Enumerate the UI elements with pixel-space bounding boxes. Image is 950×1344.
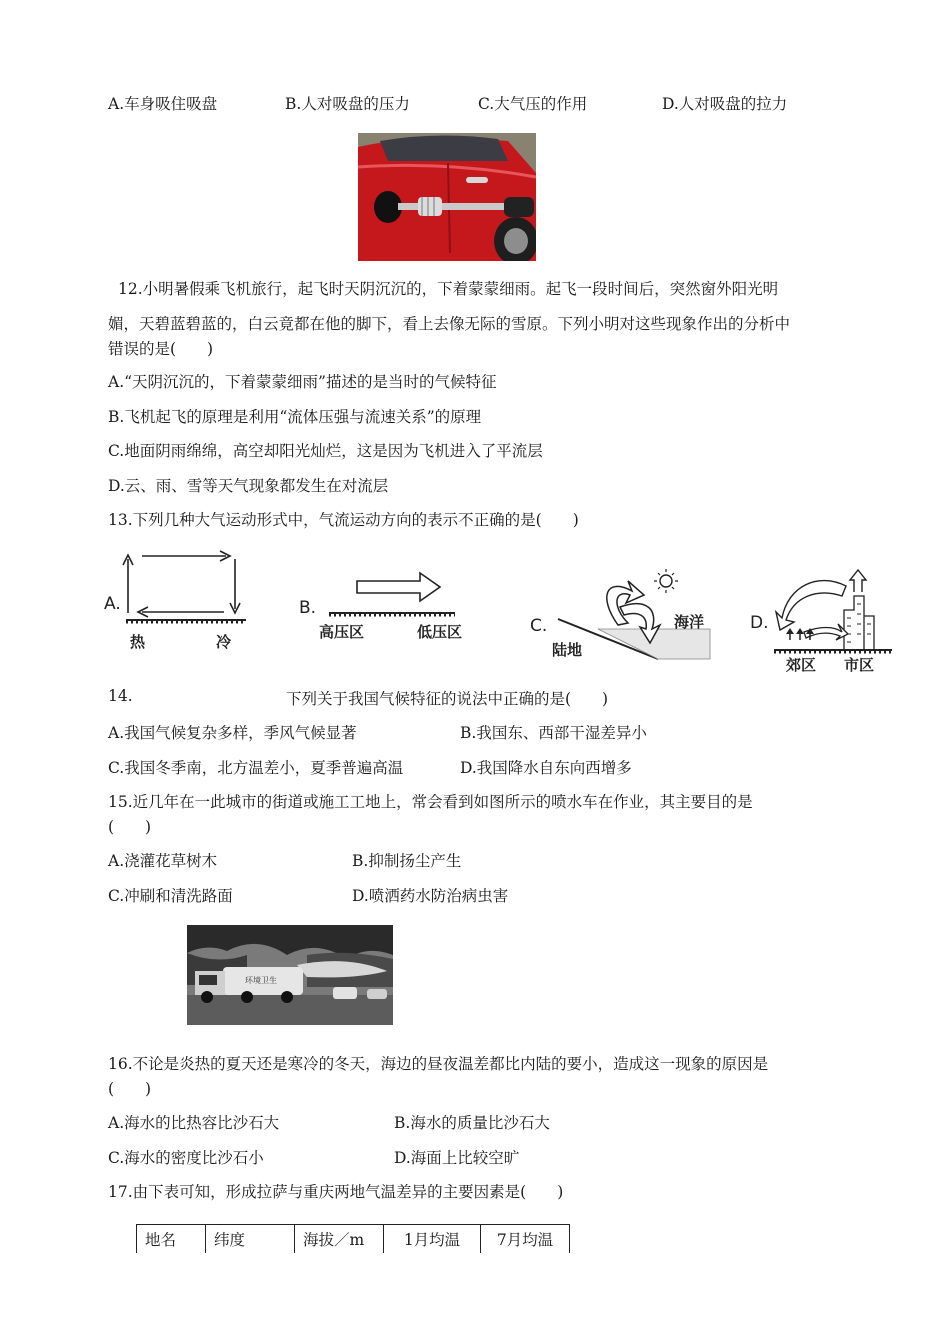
q12-option-b: B.飞机起飞的原理是利用“流体压强与流速关系”的原理: [108, 408, 482, 426]
q15-stem: 15.近几年在一此城市的街道或施工工地上，常会看到如图所示的喷水车在作业，其主要目的是: [108, 793, 753, 811]
diagram-b-pressure: [295, 565, 485, 650]
water-spray-truck-photo: [187, 925, 393, 1025]
q12-stem-line-2: 媚，天碧蓝碧蓝的，白云竟都在他的脚下，看上去像无际的雪原。下列小明对这些现象作出的分析中: [108, 315, 791, 333]
diagram-b-low-label: 低压区: [417, 623, 463, 641]
q11-option-b: B.人对吸盘的压力: [285, 95, 410, 113]
climate-table: [136, 1224, 570, 1253]
diagram-b-letter: B.: [299, 598, 317, 618]
q15-option-b: B.抑制扬尘产生: [352, 852, 462, 870]
diagram-c-letter: C.: [530, 616, 548, 636]
q11-option-c: C.大气压的作用: [478, 95, 588, 113]
q14-option-c: C.我国冬季南，北方温差小，夏季普遍高温: [108, 759, 404, 777]
diagram-b-high-label: 高压区: [319, 623, 365, 641]
table-header-latitude: 纬度: [206, 1225, 295, 1254]
q16-stem: 16.不论是炎热的夏天还是寒冷的冬天，海边的昼夜温差都比内陆的要小，造成这一现象的原因是: [108, 1055, 769, 1073]
diagram-c-sea-label: 海洋: [674, 613, 705, 631]
q11-option-a: A.车身吸住吸盘: [108, 95, 218, 113]
q14-option-d: D.我国降水自东向西增多: [460, 759, 632, 777]
q12-stem-line-3: 错误的是( ): [108, 340, 214, 358]
q16-paren: ( ): [108, 1080, 152, 1098]
q14-option-b: B.我国东、西部干湿差异小: [460, 724, 647, 742]
q12-option-c: C.地面阴雨绵绵，高空却阳光灿烂，这是因为飞机进入了平流层: [108, 442, 543, 460]
q14-number: 14.: [108, 687, 133, 705]
q16-option-a: A.海水的比热容比沙石大: [108, 1114, 280, 1132]
q14-option-a: A.我国气候复杂多样，季风气候显著: [108, 724, 357, 742]
q15-option-d: D.喷洒药水防治病虫害: [352, 887, 509, 905]
q11-option-d: D.人对吸盘的拉力: [662, 95, 788, 113]
diagram-c-land-label: 陆地: [552, 641, 583, 659]
q16-option-c: C.海水的密度比沙石小: [108, 1149, 264, 1167]
q12-option-d: D.云、雨、雪等天气现象都发生在对流层: [108, 477, 389, 495]
q17-stem: 17.由下表可知，形成拉萨与重庆两地气温差异的主要因素是( ): [108, 1183, 564, 1201]
diagram-a-hot-label: 热: [130, 633, 146, 651]
diagram-a-cold-label: 冷: [216, 633, 232, 651]
diagram-a-letter: A.: [104, 594, 121, 614]
diagram-d-suburb-label: 郊区: [786, 656, 817, 674]
q16-option-b: B.海水的质量比沙石大: [394, 1114, 550, 1132]
svg-text:环境卫生: 环境卫生: [245, 976, 277, 985]
table-header-jul-temp: 7月均温: [481, 1225, 570, 1254]
q15-option-a: A.浇灌花草树木: [108, 852, 218, 870]
diagram-d-letter: D.: [750, 613, 769, 633]
diagram-a-convection: [98, 545, 258, 660]
table-header-row: [137, 1225, 570, 1254]
q15-paren: ( ): [108, 818, 152, 836]
sun-icon: [660, 575, 672, 587]
table-header-place: 地名: [137, 1225, 206, 1254]
q16-option-d: D.海面上比较空旷: [394, 1149, 520, 1167]
table-header-altitude: 海拔／m: [295, 1225, 384, 1254]
q15-option-c: C.冲刷和清洗路面: [108, 887, 233, 905]
q14-stem: 下列关于我国气候特征的说法中正确的是( ): [286, 690, 609, 708]
diagram-c-sea-breeze: [528, 567, 718, 662]
diagram-d-heat-island: [748, 566, 894, 674]
q12-stem-line-1: 12.小明暑假乘飞机旅行，起飞时天阴沉沉的，下着蒙蒙细雨。起飞一段时间后，突然窗外阳光明: [118, 280, 779, 298]
car-suction-cup-photo: [358, 133, 536, 261]
q12-option-a: A.“天阴沉沉的，下着蒙蒙细雨”描述的是当时的气候特征: [108, 373, 497, 391]
q13-stem: 13.下列几种大气运动形式中，气流运动方向的表示不正确的是( ): [108, 511, 579, 529]
diagram-d-city-label: 市区: [844, 656, 875, 674]
table-header-jan-temp: 1月均温: [384, 1225, 481, 1254]
